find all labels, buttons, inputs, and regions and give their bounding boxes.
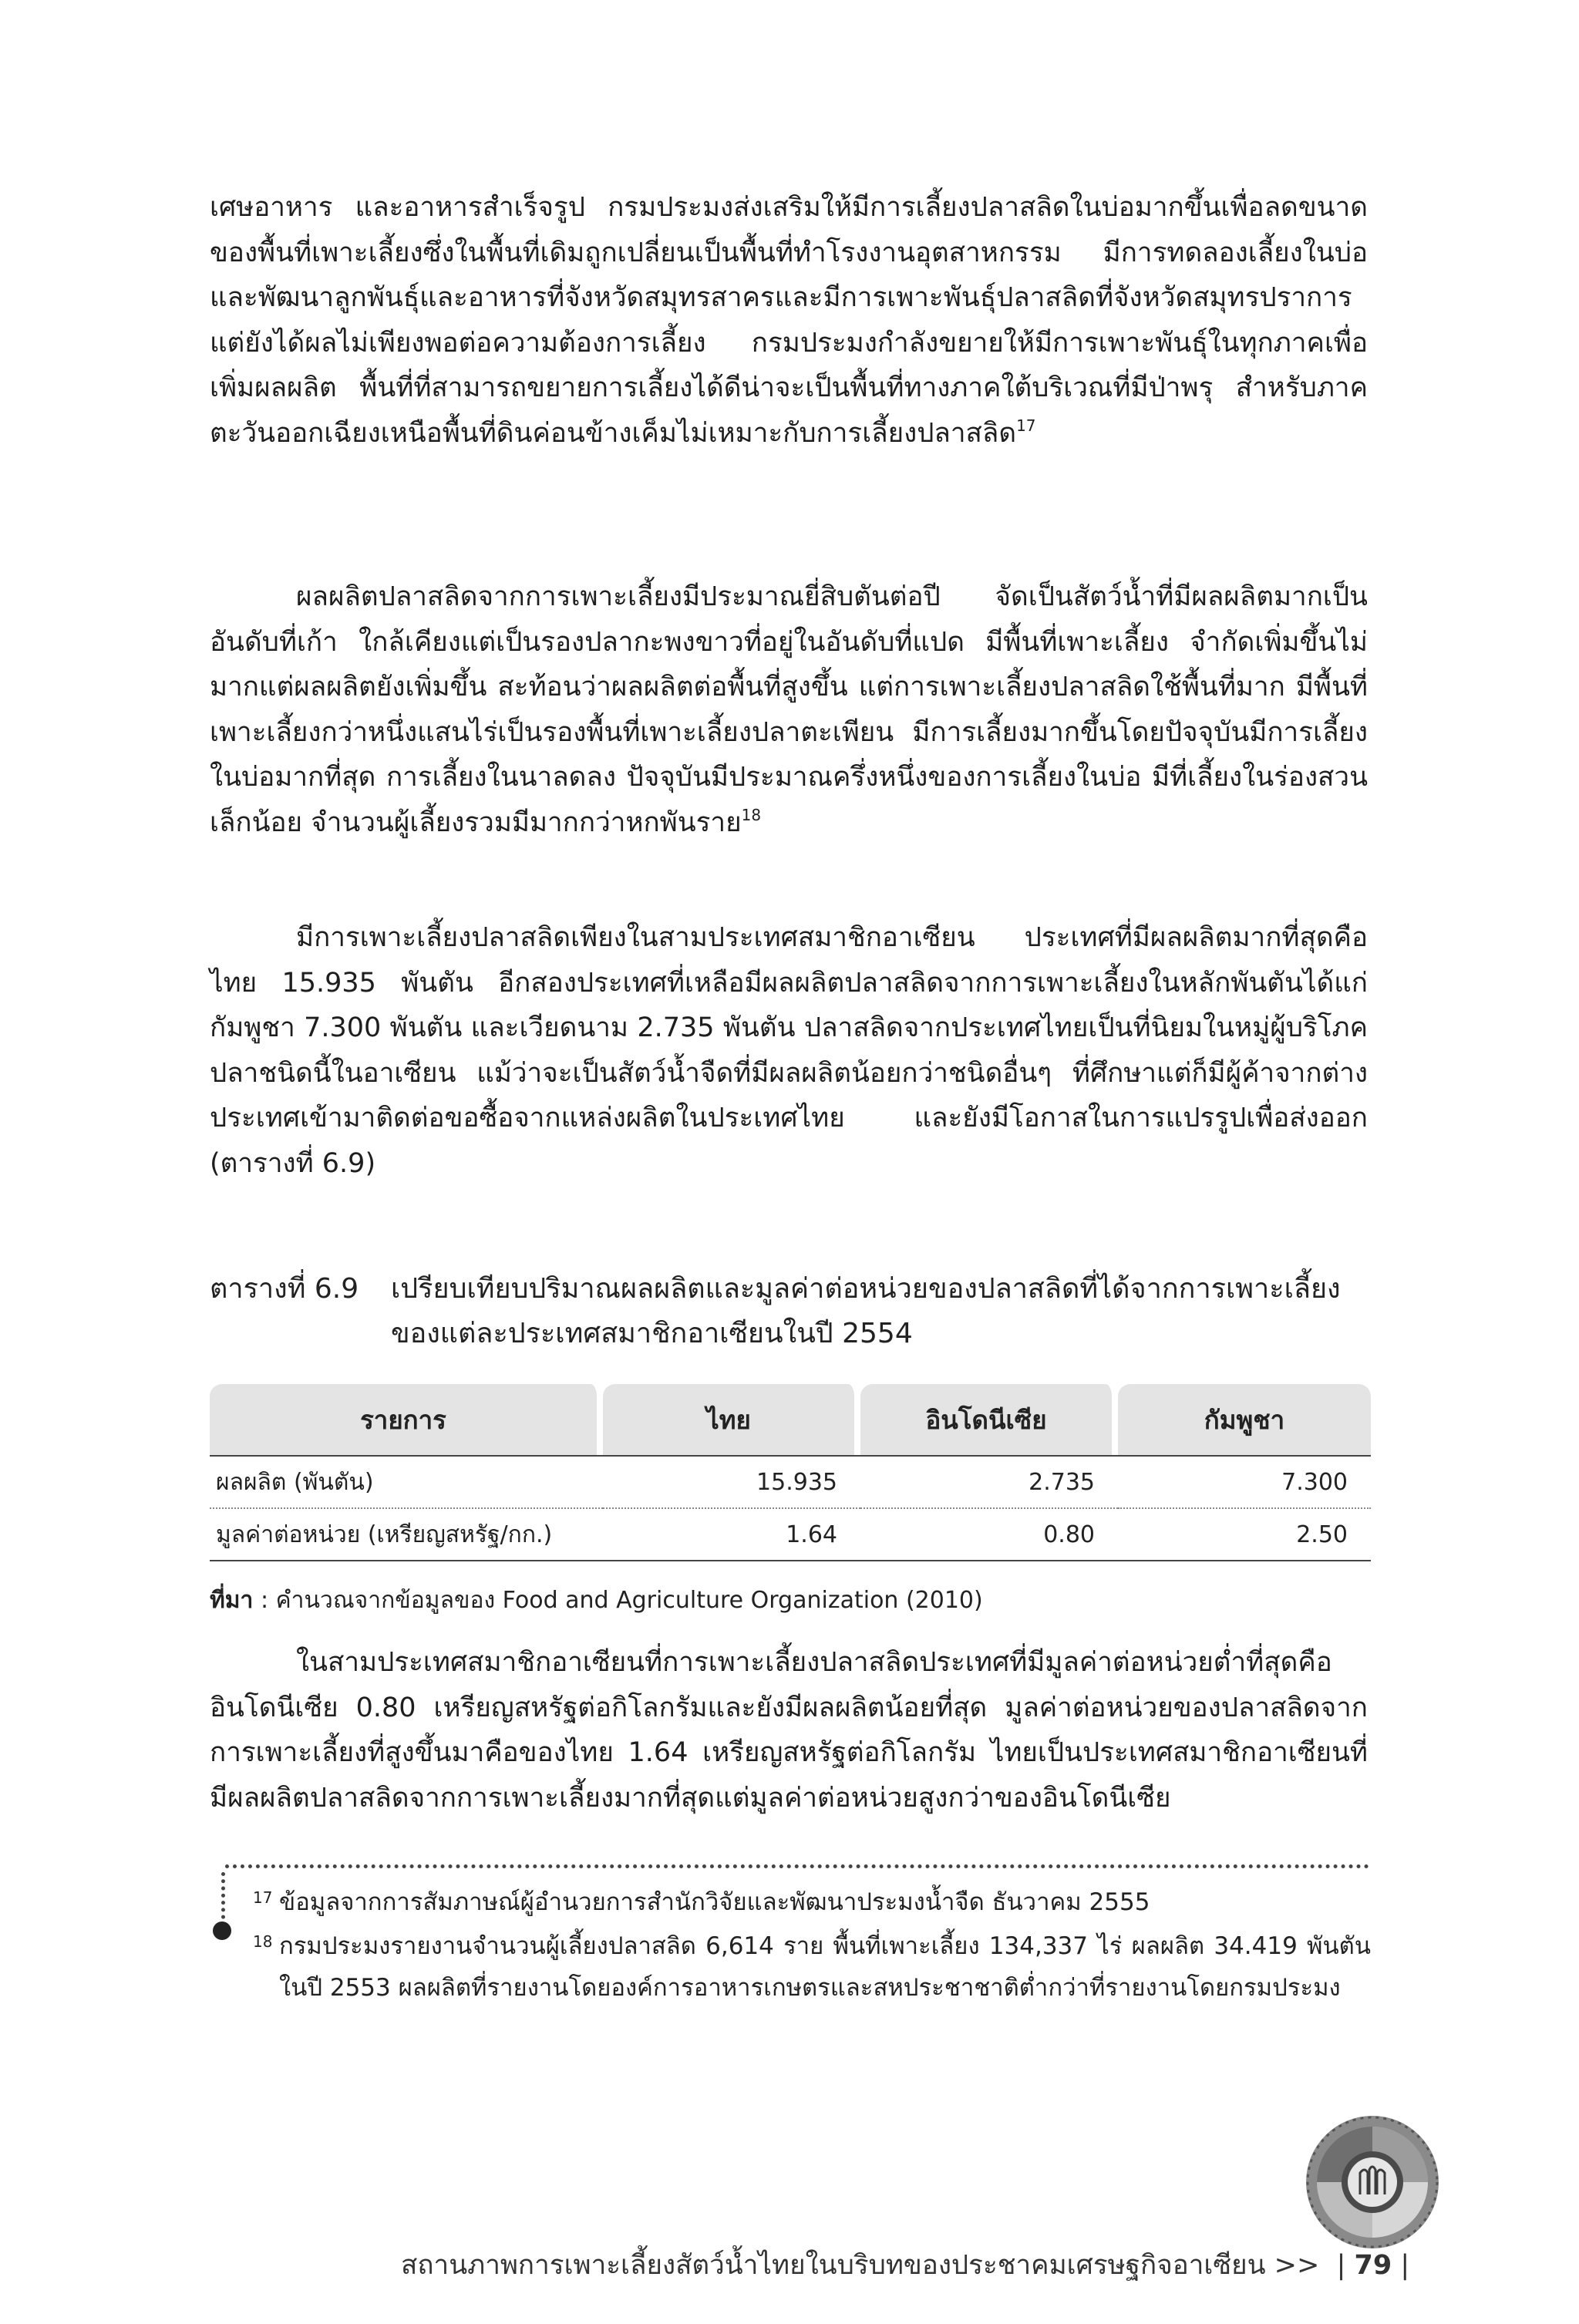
footer-arrows: >> [1274, 2250, 1320, 2281]
row-label: มูลค่าต่อหน่วย (เหรียญสหรัฐ/กก.) [210, 1509, 603, 1561]
footer-title: สถานภาพการเพาะเลี้ยงสัตว์น้ำไทยในบริบทของประชาคมเศรษฐกิจอาเซียน [401, 2250, 1266, 2281]
header-cambodia: กัมพูชา [1118, 1384, 1371, 1455]
table-source [210, 1582, 983, 1618]
paragraph-4-text: ในสามประเทศสมาชิกอาเซียนที่การเพาะเลี้ยงปลาสลิดประเทศที่มีมูลค่าต่อหน่วยต่ำที่สุดคืออินโดนีเซีย 0.80 เหรียญสหรัฐต่อกิโลกรัมและยังมีผลผลิตน้อยที่สุด มูลค่าต่อหน่วยของปลาสลิดจากการเพาะเลี้ยงที่สูงขึ้นมาคือของไทย 1.64 เหรียญสหรัฐต่อกิโลกรัม ไทยเป็นประเทศสมาชิกอาเซียนที่มีผลผลิตปลาสลิดจากการเพาะเลี้ยงมากที่สุดแต่มูลค่าต่อหน่วยสูงกว่าของอินโดนีเซีย [210, 1647, 1368, 1814]
footer-separator: | [1328, 2250, 1355, 2281]
table-row [210, 1455, 1371, 1509]
paragraph-3 [210, 915, 1368, 1186]
row-label: ผลผลิต (พันตัน) [210, 1455, 603, 1509]
table-caption-number: ตารางที่ 6.9 [210, 1273, 359, 1305]
footnote-ref-17[interactable]: 17 [1016, 416, 1036, 435]
asean-emblem-icon [1303, 2113, 1442, 2252]
footnote-17 [253, 1881, 1371, 1923]
footnote-text: ข้อมูลจากการสัมภาษณ์ผู้อำนวยการสำนักวิจัยและพัฒนาประมงน้ำจืด ธันวาคม 2555 [279, 1888, 1150, 1916]
cell-value: 15.935 [603, 1455, 860, 1509]
footnote-bullet [213, 1922, 231, 1940]
cell-value: 2.735 [860, 1455, 1118, 1509]
data-table [210, 1384, 1371, 1561]
table-header-row [210, 1384, 1371, 1455]
cell-value: 2.50 [1118, 1509, 1371, 1561]
paragraph-2-text: ผลผลิตปลาสลิดจากการเพาะเลี้ยงมีประมาณยี่สิบตันต่อปี จัดเป็นสัตว์น้ำที่มีผลผลิตมากเป็นอันดับที่เก้า ใกล้เคียงแต่เป็นรองปลากะพงขาวที่อยู่ในอันดับที่แปด มีพื้นที่เพาะเลี้ยง จำกัดเพิ่มขึ้นไม่มากแต่ผลผลิตยังเพิ่มขึ้น สะท้อนว่าผลผลิตต่อพื้นที่สูงขึ้น แต่การเพาะเลี้ยงปลาสลิดใช้พื้นที่มาก มีพื้นที่เพาะเลี้ยงกว่าหนึ่งแสนไร่เป็นรองพื้นที่เพาะเลี้ยงปลาตะเพียน มีการเลี้ยงมากขึ้นโดยปัจจุบันมีการเลี้ยงในบ่อมากที่สุด การเลี้ยงในนาลดลง ปัจจุบันมีประมาณครึ่งหนึ่งของการเลี้ยงในบ่อ มีที่เลี้ยงในร่องสวนเล็กน้อย จำนวนผู้เลี้ยงรวมมีมากกว่าหกพันราย [210, 581, 1368, 838]
header-thailand: ไทย [603, 1384, 860, 1455]
footnote-number: 18 [253, 1932, 273, 1951]
footnote-divider-vertical [221, 1872, 225, 1926]
paragraph-4 [210, 1640, 1368, 1820]
paragraph-2 [210, 574, 1368, 845]
cell-value: 1.64 [603, 1509, 860, 1561]
source-label: ที่มา [210, 1587, 254, 1614]
paragraph-1 [210, 185, 1368, 456]
cell-value: 7.300 [1118, 1455, 1371, 1509]
footnote-text: กรมประมงรายงานจำนวนผู้เลี้ยงปลาสลิด 6,614 ราย พื้นที่เพาะเลี้ยง 134,337 ไร่ ผลผลิต 34.419 พันตัน ในปี 2553 ผลผลิตที่รายงานโดยองค์การอาหารเกษตรและสหประชาชาติต่ำกว่าที่รายงานโดยกรมประมง [279, 1932, 1371, 2002]
page-footer [401, 2244, 1410, 2286]
table-row [210, 1509, 1371, 1561]
footer-separator: | [1392, 2250, 1410, 2281]
footnote-divider [225, 1864, 1369, 1868]
cell-value: 0.80 [860, 1509, 1118, 1561]
page-number: 79 [1354, 2250, 1392, 2281]
paragraph-3-text: มีการเพาะเลี้ยงปลาสลิดเพียงในสามประเทศสมาชิกอาเซียน ประเทศที่มีผลผลิตมากที่สุดคือไทย 15.935 พันตัน อีกสองประเทศที่เหลือมีผลผลิตปลาสลิดจากการเพาะเลี้ยงในหลักพันตันได้แก่ กัมพูชา 7.300 พันตัน และเวียดนาม 2.735 พันตัน ปลาสลิดจากประเทศไทยเป็นที่นิยมในหมู่ผู้บริโภคปลาชนิดนี้ในอาเซียน แม้ว่าจะเป็นสัตว์น้ำจืดที่มีผลผลิตน้อยกว่าชนิดอื่นๆ ที่ศึกษาแต่ก็มีผู้ค้าจากต่างประเทศเข้ามาติดต่อขอซื้อจากแหล่งผลิตในประเทศไทย และยังมีโอกาสในการแปรรูปเพื่อส่งออก (ตารางที่ 6.9) [210, 922, 1368, 1179]
footnote-18 [253, 1925, 1371, 2009]
header-item: รายการ [210, 1384, 603, 1455]
footnote-ref-18[interactable]: 18 [741, 805, 762, 824]
paragraph-1-text: เศษอาหาร และอาหารสำเร็จรูป กรมประมงส่งเสริมให้มีการเลี้ยงปลาสลิดในบ่อมากขึ้นเพื่อลดขนาดของพื้นที่เพาะเลี้ยงซึ่งในพื้นที่เดิมถูกเปลี่ยนเป็นพื้นที่ทำโรงงานอุตสาหกรรม มีการทดลองเลี้ยงในบ่อและพัฒนาลูกพันธุ์และอาหารที่จังหวัดสมุทรสาครและมีการเพาะพันธุ์ปลาสลิดที่จังหวัดสมุทรปราการ แต่ยังได้ผลไม่เพียงพอต่อความต้องการเลี้ยง กรมประมงกำลังขยายให้มีการเพาะพันธุ์ในทุกภาคเพื่อเพิ่มผลผลิต พื้นที่ที่สามารถขยายการเลี้ยงได้ดีน่าจะเป็นพื้นที่ทางภาคใต้บริเวณที่มีป่าพรุ สำหรับภาคตะวันออกเฉียงเหนือพื้นที่ดินค่อนข้างเค็มไม่เหมาะกับการเลี้ยงปลาสลิด [210, 192, 1368, 449]
table-caption-text: เปรียบเทียบปริมาณผลผลิตและมูลค่าต่อหน่วยของปลาสลิดที่ได้จากการเพาะเลี้ยงของแต่ละประเทศสมาชิกอาเซียนในปี 2554 [391, 1273, 1341, 1349]
source-text: : คำนวณจากข้อมูลของ Food and Agriculture Organization (2010) [253, 1587, 983, 1614]
header-indonesia: อินโดนีเซีย [860, 1384, 1118, 1455]
footnote-number: 17 [253, 1888, 273, 1907]
